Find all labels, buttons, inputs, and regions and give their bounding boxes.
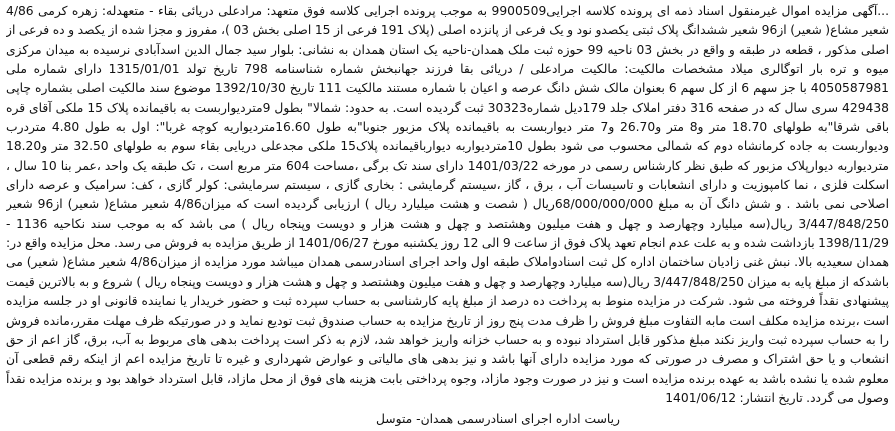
notice-signature: ریاست اداره اجرای اسنادرسمی همدان- متوسل bbox=[375, 412, 620, 426]
notice-text: ...آگهی مزایده اموال غیرمنقول اسناد ذمه ای پرونده کلاسه اجرایی9900509 به موجب پرونده اجرایی کلاسه فوق متعهد: مرادعلی دریائی بقاء - متعهدله: زهره کرمی 4/86 شعیر مشاع( شعیر) از96 شعیر ششدانگ پلاک ثبتی یکصدو نود و یک فرعی از پانزده اصلی (پلاک 191 فرعی از 15 اصلی بخش 03 )، مفروز و مجزا شده از یکصد و ده فرعی از اصلی مذکور ، قطعه در طبقه و واقع در بخش 03 ناحیه 99 حوزه ثبت ملک همدان-ناحیه یک استان همدان به نشانی: بلوار سید جمال الدین اسدآبادی نرسیده به میدان مرکزی میوه و تره بار اتوگالری میلاد مشخصات مالکیت: مالکیت مرادعلی / دریائی بقا فرزند جهانبخش شماره شناسنامه 798 تاریخ تولد 1315/01/01 دارای شماره ملی 4050587981 با جز سهم 6 از کل سهم 6 بعنوان مالک شش دانگ عرصه و اعیان با شماره مستند مالکیت 111 تاریخ 1392/10/30 موضوع سند مالکیت اصلی بشماره چاپی 429438 سری سال که در صفحه 316 دفتر املاک جلد 179دیل شماره30323 ثبت گردیده است. به حدود: شمالا" بطول 9متردیواربست به باقیمانده پلاک 15 ملکی آقای قره باقی شرقا"به طولهای 18.70 متر و8 متر و26.70 و7 متر دیواربست به باقیمانده پلاک مزبور جنوبا"به طول 16.60متردیواریه کوچه غربا": اول به طول 4.80 متردرب ودیواربست به جاده کرمانشاه دوم که شمالی محسوب می شود بطول 10متردیواربه دیوارباقیمانده پلاک15 ملکی مجدعلی دریایی بقاء سوم به طولهای 32.50 متر و18.20 متردیواربه دیوارپلاک مزبور که طبق نظر کارشناس رسمی در مورخه 1401/03/22 دارای سند تک برگی ،مساحت 604 متر مربع است ، تک طبقه یک واحد ،عمر بنا 10 سال ، اسکلت فلزی ، نما کامپوزیت و دارای انشعابات و تاسیسات آب ، برق ، گاز ،سیستم گرمایشی : بخاری گازی ، سیستم سرمایشی: کولر گازی ، کف: سرامیک و عرصه دارای اصلاحی نمی باشد . و شش دانگ آن به مبلغ 68/000/000/000ریال ( شصت و هشت میلیارد ریال ) ارزیابی گردیده است که میزان4/86 شعیر مشاع( شعیر) از96 شعیر 3/447/848/250 ریال(سه میلیارد وچهارصد و چهل و هفت میلیون وهشتصد و چهل و هشت هزار و دویست وپنجاه ریال ) می باشد که به موجب سند نکاحیه 1136 - 1398/11/29 بازداشت شده و به علت عدم انجام تعهد پلاک فوق از ساعت 9 الی 12 روز یکشنبه مورخ 1401/06/27 از طریق مزایده به فروش می رسد. محل مزایده واقع در: همدان سعیدیه بالا. نبش غنی زادیان ساختمان اداره کل ثبت اسنادواملاک طبقه اول واحد اجرای اسنادرسمی همدان میباشد مورد مزایده از میزان4/86 شعیر مشاع( شعیر) می باشدکه از مبلغ پایه به میزان 3/447/848/250 ریال(سه میلیارد وچهارصد و چهل و هفت میلیون وهشتصد و چهل و هشت هزار و دویست وپنجاه ریال ) شروع و به بالاترین قیمت پیشنهادی نقداً فروخته می شود. شرکت در مزایده منوط به پرداخت ده درصد از مبلغ پایه کارشناسی به حساب سپرده ثبت و حضور خریدار یا نماینده قانونی او در جلسه مزایده است ،برنده مزایده مکلف است مابه التفاوت مبلغ فروش را ظرف مدت پنج روز از تاریخ مزایده به حساب صندوق ثبت تودیع نماید و در صورتیکه ظرف مهلت مقرر،مانده فروش را به حساب سپرده ثبت واریز نکند مبلغ مذکور قابل استرداد نبوده و به حساب خزانه واریز خواهد شد، لازم به ذکر است پرداخت بدهی های مربوط به آب، برق، گاز اعم از حق انشعاب و یا حق اشتراک و مصرف در صورتی که مورد مزایده دارای آنها باشد و نیز بدهی های مالیاتی و عوارض شهرداری و غیره تا تاریخ مزایده اعم از اینکه رقم قطعی آن معلوم شده یا نشده باشد به عهده برنده مزایده است و نیز در صورت وجود مازاد، وجوه پرداختی بابت هزینه های فوق از محل مازاد، قابل استرداد خواهد بود و برنده مزایده نقداً وصول می گردد. تاریخ انتشار: 1401/06/12 bbox=[6, 4, 889, 405]
auction-notice-body bbox=[6, 2, 889, 429]
